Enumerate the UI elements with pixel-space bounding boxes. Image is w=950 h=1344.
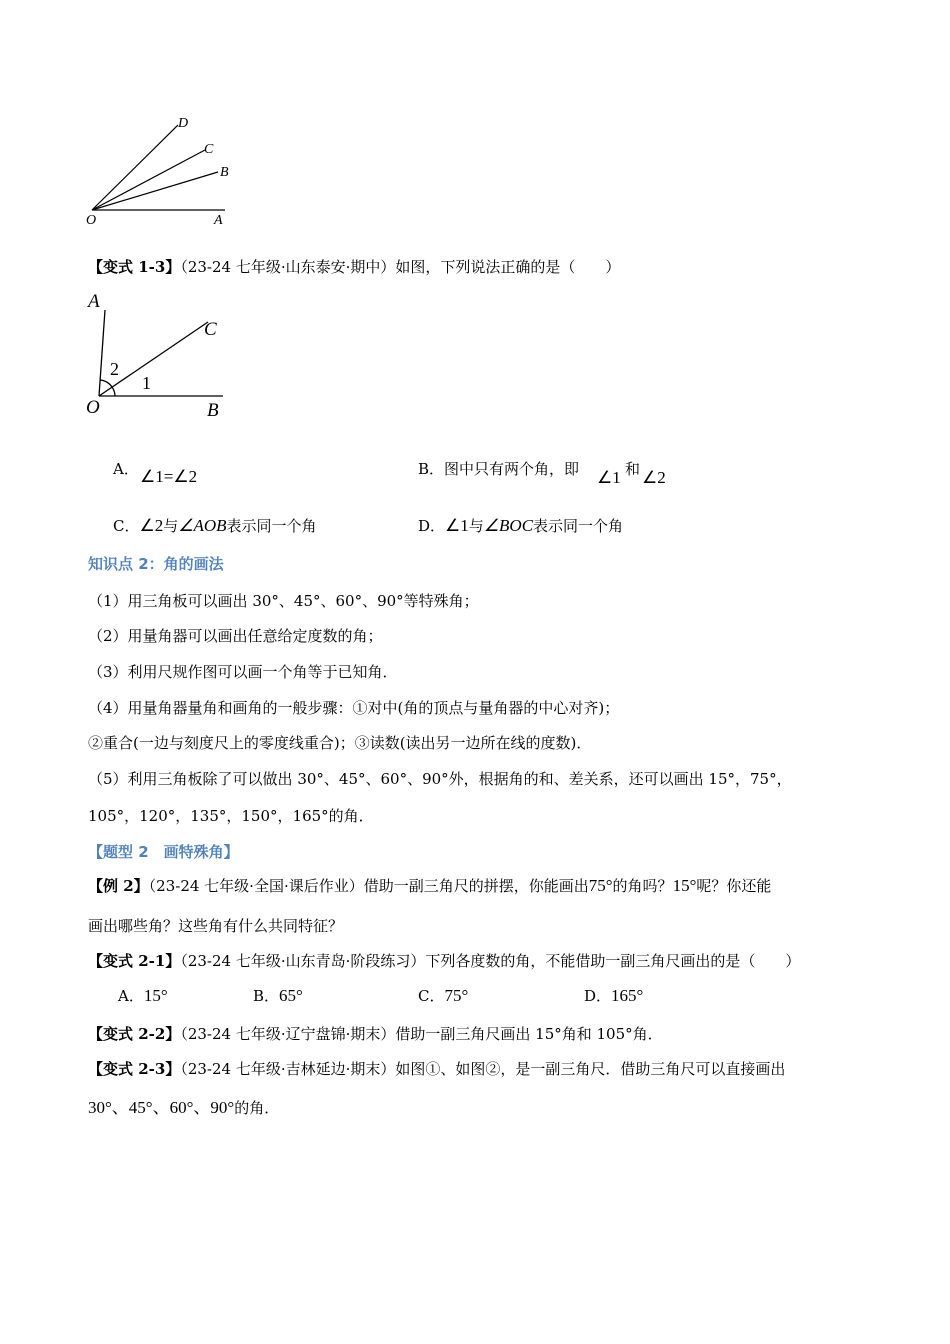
- option-b: [418, 458, 579, 479]
- example-2-text-1: （23-24 七年级·全国·课后作业）借助一副三角尺的拼摆，你能画出: [148, 877, 589, 895]
- label-d: D: [178, 116, 189, 131]
- ray-oa-2: [99, 310, 105, 396]
- example-2-math-2: 15°: [672, 876, 697, 895]
- option-d-with: 与: [468, 517, 484, 535]
- knowledge-line-3: （3）利用尺规作图可以画一个角等于已知角．: [88, 663, 398, 681]
- option-b-math1: ∠1: [597, 468, 621, 487]
- option-c-rest: 表示同一个角: [226, 517, 317, 535]
- option-c-math1: ∠2: [139, 516, 164, 535]
- label-b: B: [220, 165, 229, 180]
- option-d-math2: ∠BOC: [483, 516, 534, 535]
- variant-2-3-math: 30°、45°、60°、90°: [88, 1098, 235, 1117]
- option-label: D．: [584, 987, 612, 1005]
- label-b-2: B: [207, 400, 219, 421]
- variant-2-2-text: （23-24 七年级·辽宁盘锦·期末）借助一副三角尺画出 15°角和 105°角．: [180, 1025, 663, 1043]
- example-2-line-2: 画出哪些角？这些角有什么共同特征？: [88, 917, 344, 935]
- variant-2-3-tag: 【变式 2-3】: [88, 1060, 181, 1078]
- knowledge-line-4: （4）用量角器量角和画角的一般步骤：①对中(角的顶点与量角器的中心对齐)；: [88, 699, 620, 717]
- label-a: A: [214, 213, 223, 228]
- label-o-2: O: [86, 397, 100, 418]
- label-c: C: [204, 142, 214, 157]
- option-a-label: A．: [113, 460, 139, 478]
- variant-2-1-option-a: [118, 985, 168, 1006]
- option-b-and: 和: [625, 460, 641, 478]
- option-d: [418, 515, 623, 536]
- angle-arc-1: [112, 387, 115, 396]
- option-d-rest: 表示同一个角: [533, 517, 624, 535]
- variant-2-3-text: （23-24 七年级·吉林延边·期末）如图①、如图②，是一副三角尺．借助三角尺可以直接画出: [180, 1060, 786, 1078]
- knowledge-2-title: 知识点 2：角的画法: [88, 555, 224, 573]
- angle-arc-2: [100, 380, 112, 387]
- variant-2-1-option-b: [253, 985, 303, 1006]
- option-label: C．: [418, 987, 445, 1005]
- label-c-2: C: [204, 319, 217, 340]
- knowledge-line-7: 105°，120°，135°，150°，165°的角．: [88, 807, 374, 825]
- example-2-text-2: 的角吗？: [612, 877, 673, 895]
- variant-2-3-line-2: [88, 1093, 279, 1118]
- option-a-math: ∠1=∠2: [140, 467, 198, 486]
- option-value: 165°: [611, 986, 644, 1005]
- option-c-with: 与: [163, 517, 179, 535]
- knowledge-line-1: （1）用三角板可以画出 30°、45°、60°、90°等特殊角；: [88, 592, 479, 610]
- option-label: A．: [118, 987, 144, 1005]
- option-d-label: D．: [418, 517, 446, 535]
- example-2-line-1: [88, 875, 771, 896]
- label-a-2: A: [88, 291, 100, 312]
- option-value: 15°: [143, 986, 168, 1005]
- type-2-title: 【题型 2 画特殊角】: [88, 843, 239, 861]
- label-2: 2: [110, 359, 119, 379]
- knowledge-line-6: （5）利用三角板除了可以做出 30°、45°、60°、90°外，根据角的和、差关系，还可以画出 15°，75°，: [88, 770, 792, 788]
- variant-1-3-text: （23-24 七年级·山东泰安·期中）如图，下列说法正确的是（ ）: [180, 258, 621, 276]
- label-o: O: [86, 213, 97, 228]
- option-b-label: B．: [418, 460, 445, 478]
- example-2-tag: 【例 2】: [88, 877, 149, 895]
- option-b-math2: ∠2: [642, 468, 666, 487]
- knowledge-line-5: ②重合(一边与刻度尺上的零度线重合)；③读数(读出另一边所在线的度数)．: [88, 734, 592, 752]
- variant-2-1-tag: 【变式 2-1】: [88, 952, 181, 970]
- variant-1-3-tag: 【变式 1-3】: [88, 258, 181, 276]
- option-label: B．: [253, 987, 280, 1005]
- ray-oc: [92, 150, 205, 210]
- label-1: 1: [142, 373, 151, 393]
- option-c: [113, 515, 317, 536]
- example-2-text-3: 呢？你还能: [696, 877, 772, 895]
- figure-angle-aob: [80, 285, 250, 425]
- option-b-text: 图中只有两个角，即: [444, 460, 580, 478]
- variant-1-3-line: [88, 256, 620, 277]
- example-2-math-1: 75°: [588, 876, 613, 895]
- figure-rays-oabcd: [80, 110, 240, 235]
- option-c-label: C．: [113, 517, 140, 535]
- variant-2-1-line: [88, 950, 800, 971]
- variant-2-1-option-c: [418, 985, 468, 1006]
- variant-2-3-end: 的角．: [234, 1099, 280, 1117]
- option-value: 75°: [444, 986, 469, 1005]
- variant-2-3-line: [88, 1058, 785, 1079]
- option-value: 65°: [279, 986, 303, 1005]
- variant-2-2-tag: 【变式 2-2】: [88, 1025, 181, 1043]
- option-c-math2: ∠AOB: [178, 516, 227, 535]
- variant-2-1-text: （23-24 七年级·山东青岛·阶段练习）下列各度数的角，不能借助一副三角尺画出的是（ ）: [180, 952, 801, 970]
- option-d-math1: ∠1: [445, 516, 469, 535]
- variant-2-2-line: [88, 1023, 663, 1044]
- variant-2-1-option-d: [584, 985, 643, 1006]
- knowledge-line-2: （2）用量角器可以画出任意给定度数的角；: [88, 627, 383, 645]
